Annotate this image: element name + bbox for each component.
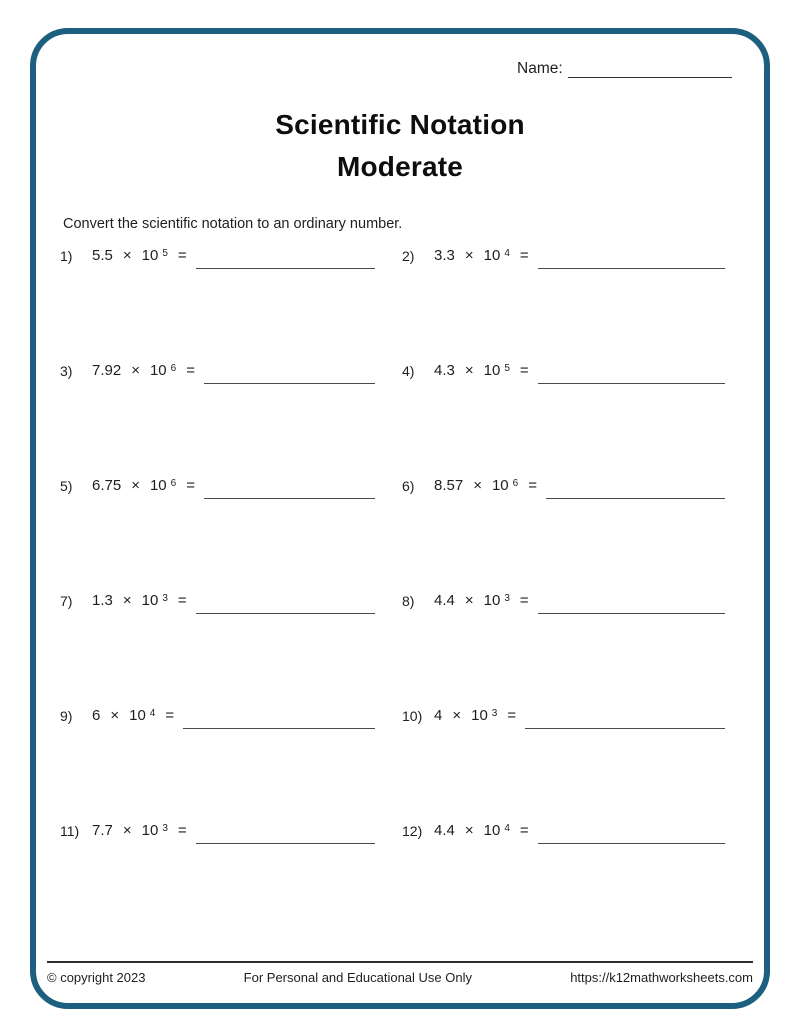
problem-row <box>60 706 375 726</box>
answer-blank-line <box>538 592 725 614</box>
footer-url: https://k12mathworksheets.com <box>570 970 753 985</box>
problem-number: 5) <box>60 478 73 494</box>
problem-number: 9) <box>60 708 73 724</box>
answer-blank-line <box>204 362 375 384</box>
equals-sign: = <box>519 822 529 839</box>
problem-number: 1) <box>60 248 73 264</box>
answer-blank-line <box>538 362 725 384</box>
name-label: Name: <box>517 60 563 77</box>
problem-number: 8) <box>402 593 415 609</box>
coefficient: 6.75 <box>92 477 122 494</box>
exponent: 6 <box>170 478 177 489</box>
coefficient: 4.3 <box>434 362 455 379</box>
multiplication-sign: × <box>110 707 120 724</box>
exponent: 6 <box>170 363 177 374</box>
answer-blank-line <box>546 477 725 499</box>
coefficient: 6 <box>92 707 101 724</box>
problem-row <box>60 821 375 841</box>
problem-row <box>402 246 725 266</box>
exponent: 4 <box>149 708 156 719</box>
equals-sign: = <box>165 707 175 724</box>
base-ten: 10 <box>149 477 167 494</box>
exponent: 5 <box>162 248 168 259</box>
coefficient: 3.3 <box>434 247 455 264</box>
multiplication-sign: × <box>122 247 132 264</box>
base-ten: 10 <box>491 477 509 494</box>
exponent: 4 <box>504 248 510 259</box>
equals-sign: = <box>519 362 529 379</box>
footer-usage: For Personal and Educational Use Only <box>243 970 473 985</box>
exponent: 6 <box>512 478 519 489</box>
coefficient: 4.4 <box>434 822 455 839</box>
multiplication-sign: × <box>464 247 474 264</box>
equals-sign: = <box>186 362 195 379</box>
problem-row <box>60 361 375 381</box>
problem-row <box>60 476 375 496</box>
base-ten: 10 <box>483 362 501 379</box>
equals-sign: = <box>519 247 529 264</box>
equals-sign: = <box>519 592 529 609</box>
exponent: 3 <box>491 708 498 719</box>
problem-number: 6) <box>402 478 415 494</box>
multiplication-sign: × <box>131 362 140 379</box>
coefficient: 1.3 <box>92 592 113 609</box>
answer-blank-line <box>525 707 725 729</box>
exponent: 4 <box>504 823 510 834</box>
base-ten: 10 <box>149 362 167 379</box>
multiplication-sign: × <box>452 707 462 724</box>
base-ten: 10 <box>471 707 488 724</box>
answer-blank-line <box>204 477 375 499</box>
answer-blank-line <box>196 592 375 614</box>
footer-divider <box>47 961 753 963</box>
equals-sign: = <box>528 477 537 494</box>
title-line-2: Moderate <box>336 151 464 182</box>
worksheet-title <box>0 104 800 188</box>
problem-number: 12) <box>402 823 423 839</box>
base-ten: 10 <box>141 247 159 264</box>
problem-row <box>402 821 725 841</box>
answer-blank-line <box>196 822 375 844</box>
answer-blank-line <box>183 707 375 729</box>
base-ten: 10 <box>483 822 501 839</box>
problems-grid <box>60 246 725 841</box>
multiplication-sign: × <box>131 477 140 494</box>
problem-number: 10) <box>402 708 423 724</box>
exponent: 5 <box>504 363 510 374</box>
title-line-1: Scientific Notation <box>275 109 525 140</box>
equals-sign: = <box>507 707 517 724</box>
answer-blank-line <box>538 247 725 269</box>
multiplication-sign: × <box>122 592 132 609</box>
footer-copyright: © copyright 2023 <box>47 970 146 985</box>
name-blank-line <box>568 61 732 78</box>
exponent: 3 <box>504 593 510 604</box>
multiplication-sign: × <box>464 822 474 839</box>
problem-row <box>60 591 375 611</box>
problem-row <box>402 706 725 726</box>
base-ten: 10 <box>129 707 146 724</box>
equals-sign: = <box>177 822 187 839</box>
problem-row <box>402 591 725 611</box>
problem-number: 2) <box>402 248 415 264</box>
multiplication-sign: × <box>473 477 482 494</box>
problem-number: 7) <box>60 593 73 609</box>
equals-sign: = <box>186 477 195 494</box>
problem-row <box>60 246 375 266</box>
answer-blank-line <box>196 247 375 269</box>
coefficient: 7.92 <box>92 362 122 379</box>
problem-number: 11) <box>60 823 80 839</box>
exponent: 3 <box>162 823 168 834</box>
equals-sign: = <box>177 592 187 609</box>
problem-number: 4) <box>402 363 415 379</box>
base-ten: 10 <box>141 592 159 609</box>
coefficient: 4.4 <box>434 592 455 609</box>
base-ten: 10 <box>483 592 501 609</box>
footer <box>47 970 753 985</box>
multiplication-sign: × <box>464 592 474 609</box>
problem-number: 3) <box>60 363 73 379</box>
base-ten: 10 <box>483 247 501 264</box>
coefficient: 7.7 <box>92 822 113 839</box>
multiplication-sign: × <box>464 362 474 379</box>
coefficient: 8.57 <box>434 477 464 494</box>
base-ten: 10 <box>141 822 159 839</box>
instruction-text: Convert the scientific notation to an ordinary number. <box>63 216 403 232</box>
answer-blank-line <box>538 822 725 844</box>
problem-row <box>402 476 725 496</box>
multiplication-sign: × <box>122 822 132 839</box>
exponent: 3 <box>162 593 168 604</box>
coefficient: 4 <box>434 707 443 724</box>
name-row <box>517 60 732 78</box>
equals-sign: = <box>177 247 187 264</box>
problem-row <box>402 361 725 381</box>
coefficient: 5.5 <box>92 247 113 264</box>
